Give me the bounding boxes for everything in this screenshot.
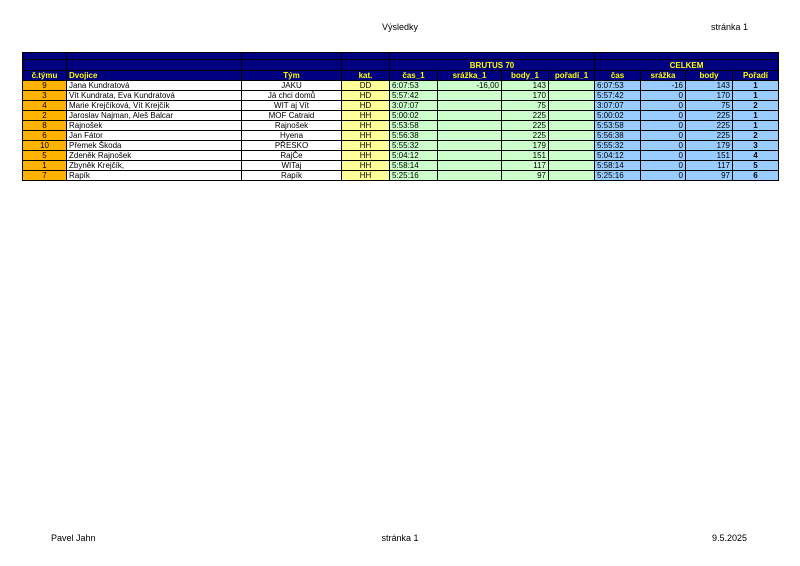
- cell-rank1: [549, 141, 595, 151]
- cell-time: 5:25:16: [595, 171, 641, 181]
- column-header-row: [23, 71, 779, 81]
- table-row: [23, 111, 779, 121]
- cell-rank: 1: [733, 111, 779, 121]
- cell-time1: 5:00:02: [390, 111, 438, 121]
- cell-rank1: [549, 161, 595, 171]
- cell-points1: 225: [502, 131, 549, 141]
- cell-penalty: 0: [641, 161, 686, 171]
- cell-pair: Jana Kundratová: [67, 81, 242, 91]
- cell-pair: Vít Kundrata, Eva Kundratová: [67, 91, 242, 101]
- cell-rank: 1: [733, 91, 779, 101]
- col-penalty-header: srážka: [641, 71, 686, 81]
- cell-category: HH: [342, 161, 390, 171]
- col-points-header: body: [686, 71, 733, 81]
- col-team-no-header: č.týmu: [23, 71, 67, 81]
- cell-team: RajČe: [242, 151, 342, 161]
- cell-penalty1: -16,00: [438, 81, 502, 91]
- cell-team-no: 7: [23, 171, 67, 181]
- cell-points1: 225: [502, 111, 549, 121]
- cell-time1: 3:07:07: [390, 101, 438, 111]
- cell-rank1: [549, 131, 595, 141]
- cell-rank: 2: [733, 101, 779, 111]
- cell-team-no: 1: [23, 161, 67, 171]
- cell-rank1: [549, 151, 595, 161]
- table-row: [23, 101, 779, 111]
- table-row: [23, 81, 779, 91]
- cell-penalty1: [438, 171, 502, 181]
- cell-points1: 117: [502, 161, 549, 171]
- cell-pair: Přemek Škoda: [67, 141, 242, 151]
- cell-penalty1: [438, 121, 502, 131]
- cell-points: 225: [686, 121, 733, 131]
- cell-category: HH: [342, 141, 390, 151]
- cell-points1: 97: [502, 171, 549, 181]
- cell-time: 5:58:14: [595, 161, 641, 171]
- cell-rank1: [549, 91, 595, 101]
- cell-team: Rajnošek: [242, 121, 342, 131]
- cell-team-no: 9: [23, 81, 67, 91]
- cell-team: Já chci domů: [242, 91, 342, 101]
- cell-penalty: 0: [641, 101, 686, 111]
- footer-author: Pavel Jahn: [51, 533, 96, 543]
- cell-pair: Marie Krejčíková, Vít Krejčík: [67, 101, 242, 111]
- col-pair-header: Dvojice: [67, 71, 242, 81]
- cell-points: 151: [686, 151, 733, 161]
- group-total-header: CELKEM: [595, 60, 779, 71]
- cell-points1: 170: [502, 91, 549, 101]
- cell-category: HH: [342, 121, 390, 131]
- cell-rank1: [549, 171, 595, 181]
- cell-category: DD: [342, 81, 390, 91]
- cell-team-no: 3: [23, 91, 67, 101]
- cell-category: HD: [342, 101, 390, 111]
- cell-time: 5:56:38: [595, 131, 641, 141]
- cell-pair: Rajnošek: [67, 121, 242, 131]
- cell-penalty1: [438, 111, 502, 121]
- cell-penalty: 0: [641, 171, 686, 181]
- header-spacer-row: [23, 53, 779, 60]
- cell-rank1: [549, 101, 595, 111]
- table-row: [23, 161, 779, 171]
- cell-points1: 225: [502, 121, 549, 131]
- col-rank-header: Pořadí: [733, 71, 779, 81]
- cell-pair: Jan Fátor: [67, 131, 242, 141]
- cell-team-no: 6: [23, 131, 67, 141]
- cell-points: 97: [686, 171, 733, 181]
- col-time1-header: čas_1: [390, 71, 438, 81]
- cell-category: HH: [342, 111, 390, 121]
- cell-time: 5:57:42: [595, 91, 641, 101]
- cell-rank1: [549, 81, 595, 91]
- cell-team-no: 2: [23, 111, 67, 121]
- cell-points: 143: [686, 81, 733, 91]
- cell-team: Hyena: [242, 131, 342, 141]
- cell-penalty: 0: [641, 151, 686, 161]
- cell-rank: 5: [733, 161, 779, 171]
- cell-time1: 5:04:12: [390, 151, 438, 161]
- cell-pair: Rapík: [67, 171, 242, 181]
- cell-points: 117: [686, 161, 733, 171]
- cell-pair: Zdeněk Rajnošek: [67, 151, 242, 161]
- cell-penalty: -16: [641, 81, 686, 91]
- cell-category: HH: [342, 151, 390, 161]
- table-row: [23, 141, 779, 151]
- cell-points1: 179: [502, 141, 549, 151]
- results-table: [22, 52, 779, 181]
- cell-penalty1: [438, 91, 502, 101]
- cell-team-no: 10: [23, 141, 67, 151]
- cell-category: HH: [342, 131, 390, 141]
- col-penalty1-header: srážka_1: [438, 71, 502, 81]
- cell-penalty: 0: [641, 121, 686, 131]
- cell-team-no: 4: [23, 101, 67, 111]
- cell-time: 5:00:02: [595, 111, 641, 121]
- cell-points: 225: [686, 131, 733, 141]
- cell-time1: 5:55:32: [390, 141, 438, 151]
- cell-points: 170: [686, 91, 733, 101]
- cell-time: 5:53:58: [595, 121, 641, 131]
- cell-team: Rapík: [242, 171, 342, 181]
- cell-penalty: 0: [641, 141, 686, 151]
- cell-rank: 4: [733, 151, 779, 161]
- cell-penalty: 0: [641, 91, 686, 101]
- page-title: Výsledky: [381, 22, 418, 32]
- cell-team-no: 5: [23, 151, 67, 161]
- table-row: [23, 151, 779, 161]
- cell-rank1: [549, 111, 595, 121]
- cell-points1: 143: [502, 81, 549, 91]
- cell-time1: 5:53:58: [390, 121, 438, 131]
- cell-rank: 1: [733, 81, 779, 91]
- cell-time: 5:55:32: [595, 141, 641, 151]
- group-stage-header: BRUTUS 70: [390, 60, 595, 71]
- cell-time1: 5:57:42: [390, 91, 438, 101]
- cell-rank1: [549, 121, 595, 131]
- cell-penalty1: [438, 141, 502, 151]
- group-header-row: [23, 60, 779, 71]
- cell-team-no: 8: [23, 121, 67, 131]
- table-row: [23, 131, 779, 141]
- col-rank1-header: pořadí_1: [549, 71, 595, 81]
- cell-rank: 6: [733, 171, 779, 181]
- cell-rank: 2: [733, 131, 779, 141]
- cell-time1: 5:56:38: [390, 131, 438, 141]
- cell-team: PŘESKO: [242, 141, 342, 151]
- cell-team: MOF Catraid: [242, 111, 342, 121]
- cell-pair: Zbyněk Krejčík,: [67, 161, 242, 171]
- cell-team: JAKU: [242, 81, 342, 91]
- cell-pair: Jaroslav Najman, Aleš Balcar: [67, 111, 242, 121]
- col-team-header: Tým: [242, 71, 342, 81]
- table-row: [23, 171, 779, 181]
- footer-date: 9.5.2025: [712, 533, 748, 543]
- cell-category: HH: [342, 171, 390, 181]
- cell-points: 225: [686, 111, 733, 121]
- cell-rank: 1: [733, 121, 779, 131]
- cell-team: WIT aj Vít: [242, 101, 342, 111]
- col-cat-header: kat.: [342, 71, 390, 81]
- table-row: [23, 121, 779, 131]
- cell-time: 6:07:53: [595, 81, 641, 91]
- cell-penalty1: [438, 101, 502, 111]
- cell-penalty: 0: [641, 131, 686, 141]
- cell-points: 75: [686, 101, 733, 111]
- col-points1-header: body_1: [502, 71, 549, 81]
- table-row: [23, 91, 779, 101]
- cell-time1: 5:25:16: [390, 171, 438, 181]
- cell-penalty: 0: [641, 111, 686, 121]
- cell-team: WITaj: [242, 161, 342, 171]
- cell-time1: 5:58:14: [390, 161, 438, 171]
- cell-points1: 151: [502, 151, 549, 161]
- cell-points1: 75: [502, 101, 549, 111]
- cell-time1: 6:07:53: [390, 81, 438, 91]
- cell-rank: 3: [733, 141, 779, 151]
- header-page-number: stránka 1: [711, 22, 749, 32]
- cell-points: 179: [686, 141, 733, 151]
- footer-page-number: stránka 1: [381, 533, 419, 543]
- cell-penalty1: [438, 151, 502, 161]
- col-time-header: čas: [595, 71, 641, 81]
- cell-penalty1: [438, 161, 502, 171]
- cell-time: 5:04:12: [595, 151, 641, 161]
- cell-penalty1: [438, 131, 502, 141]
- cell-time: 3:07:07: [595, 101, 641, 111]
- cell-category: HD: [342, 91, 390, 101]
